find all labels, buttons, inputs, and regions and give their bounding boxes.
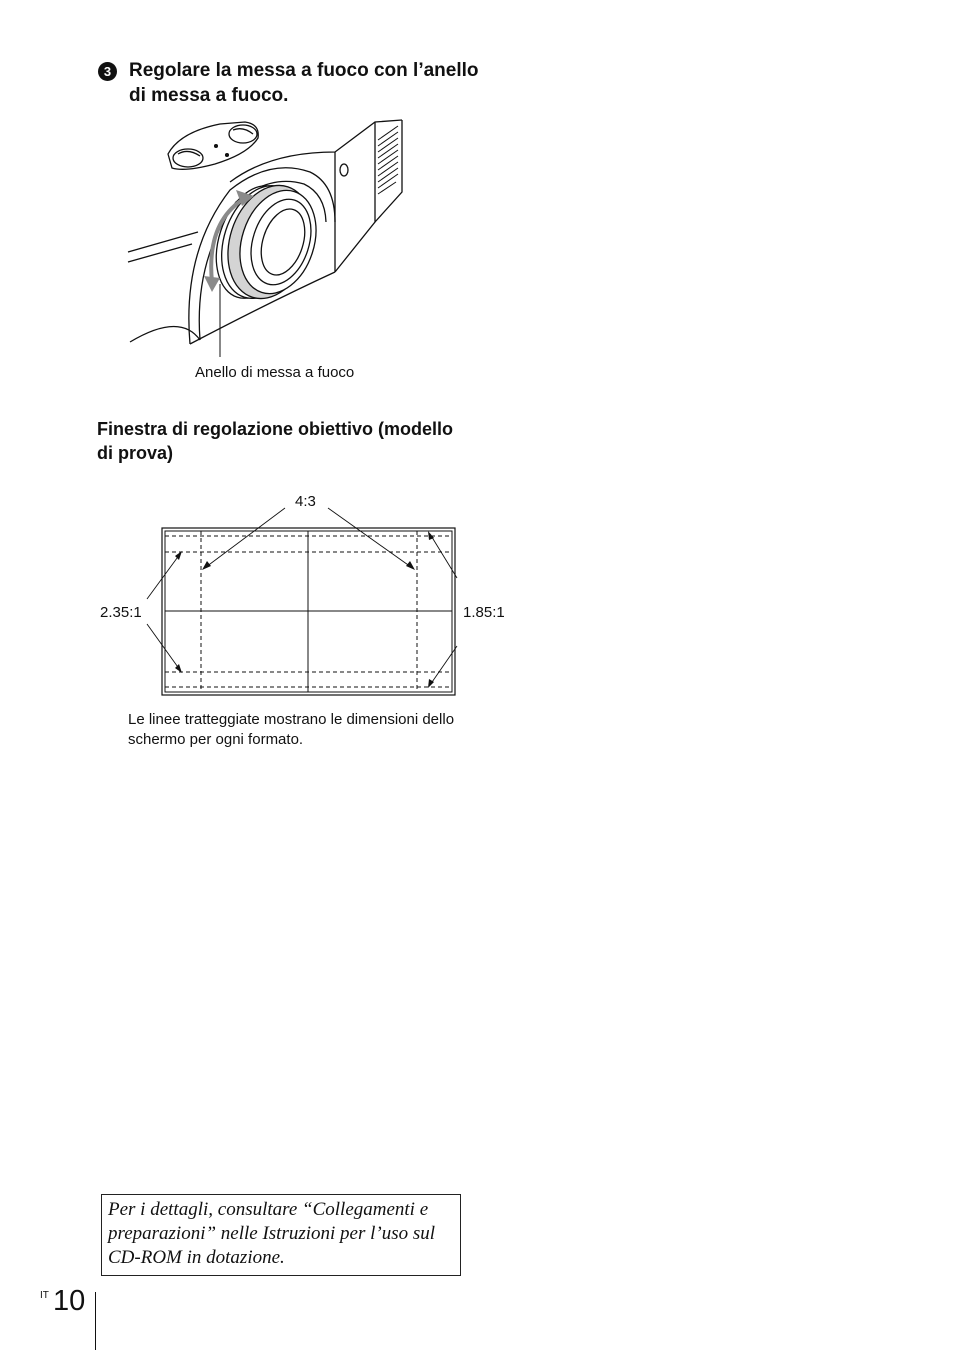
lens-adjustment-pattern-diagram bbox=[95, 488, 515, 703]
reference-note-box: Per i dettagli, consultare “Collegamenti e preparazioni” nelle Istruzioni per l’uso sul CD-ROM in dotazione. bbox=[101, 1194, 461, 1276]
projector-lens-illustration bbox=[120, 112, 410, 357]
footer-divider bbox=[95, 1292, 96, 1350]
section-heading-test-pattern: Finestra di regolazione obiettivo (modello di prova) bbox=[97, 419, 454, 463]
label-2-35-1: 2.35:1 bbox=[100, 604, 142, 621]
focus-ring-caption: Anello di messa a fuoco bbox=[195, 364, 355, 381]
pattern-note: Le linee tratteggiate mostrano le dimensioni dello schermo per ogni formato. bbox=[128, 711, 455, 748]
step-number-badge: 3 bbox=[98, 62, 117, 81]
step-title: Regolare la messa a fuoco con l’anello di messa a fuoco. bbox=[129, 60, 479, 106]
label-4-3: 4:3 bbox=[295, 493, 316, 510]
page-number: 10 bbox=[53, 1285, 86, 1317]
language-code: IT bbox=[40, 1290, 49, 1301]
label-1-85-1: 1.85:1 bbox=[463, 604, 505, 621]
